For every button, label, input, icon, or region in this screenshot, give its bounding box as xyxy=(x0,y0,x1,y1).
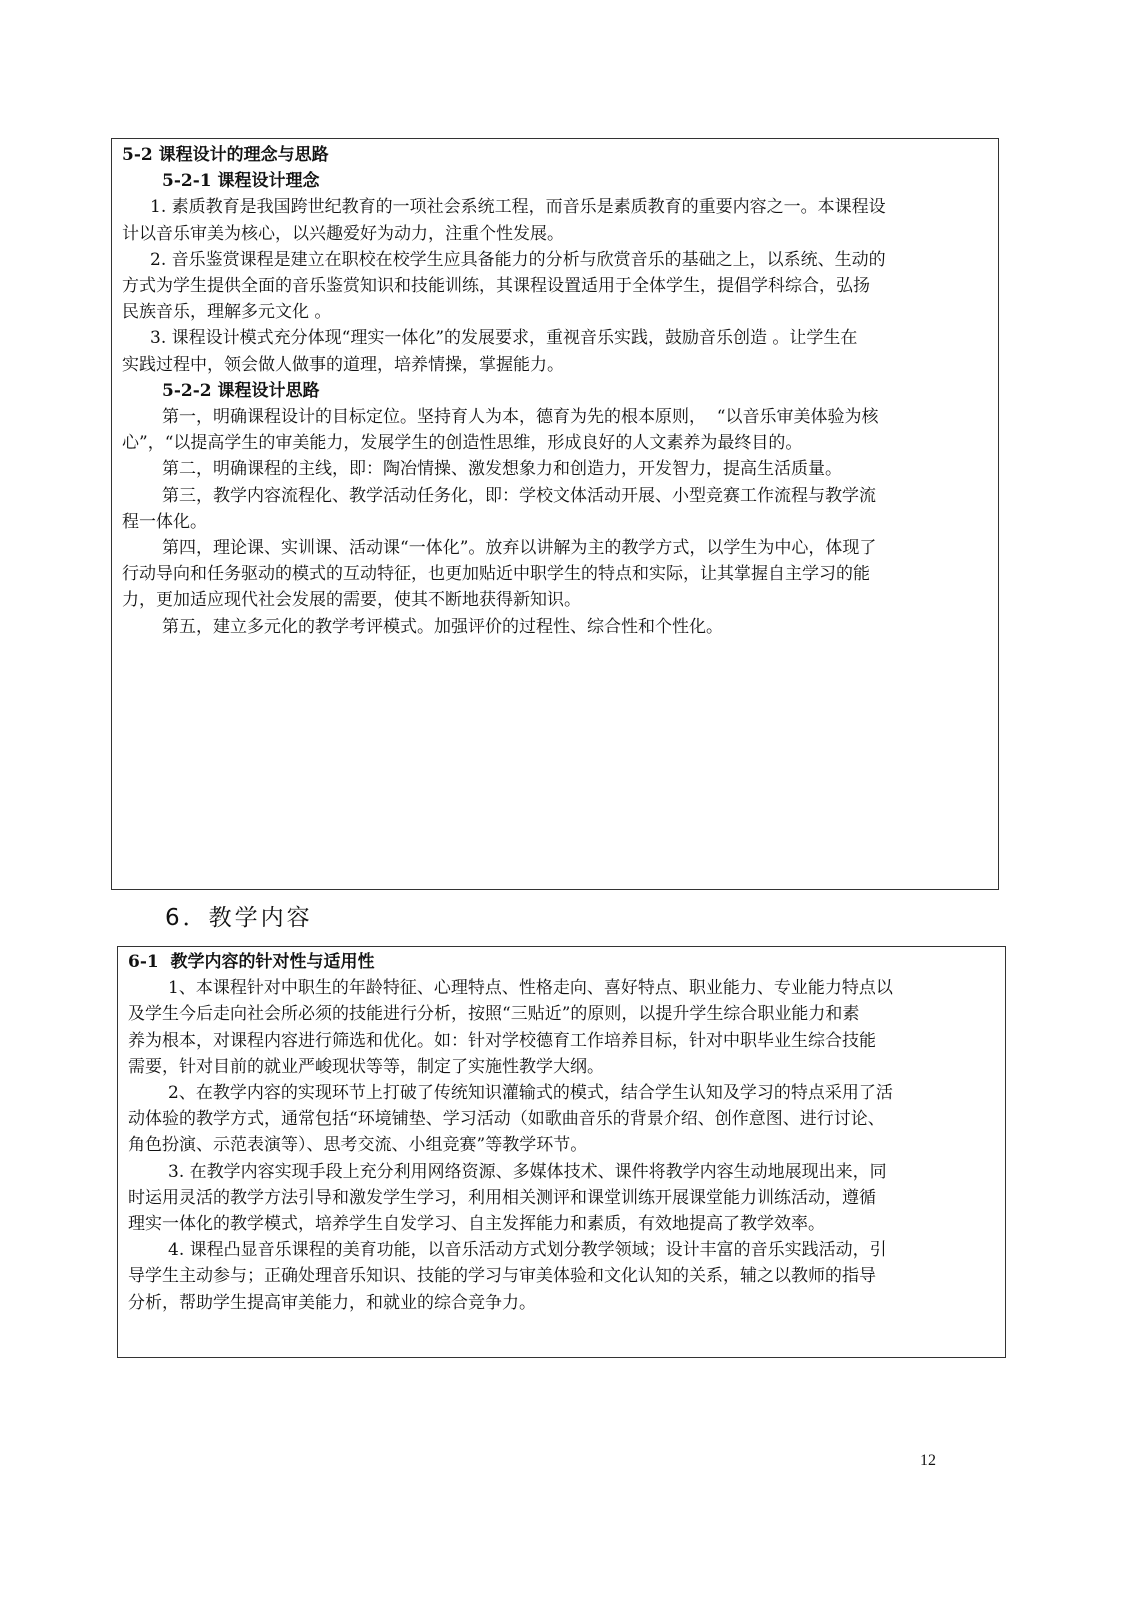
paragraph-line: 行动导向和任务驱动的模式的互动特征，也更加贴近中职学生的特点和实际，让其掌握自主学习的能 xyxy=(122,564,870,585)
paragraph-line: 1、本课程针对中职生的年龄特征、心理特点、性格走向、喜好特点、职业能力、专业能力特点以 xyxy=(168,978,893,999)
paragraph-line: 3. 课程设计模式充分体现“理实一体化”的发展要求，重视音乐实践，鼓励音乐创造 。让学生在 xyxy=(150,328,858,349)
paragraph-line: 第三，教学内容流程化、教学活动任务化，即：学校文体活动开展、小型竞赛工作流程与教学流 xyxy=(162,485,876,506)
paragraph-line: 3. 在教学内容实现手段上充分利用网络资源、多媒体技术、课件将教学内容生动地展现出来，同 xyxy=(168,1161,887,1182)
paragraph-line: 第一，明确课程设计的目标定位。坚持育人为本，德育为先的根本原则， “以音乐审美体验为核 xyxy=(162,407,879,428)
paragraph-line: 方式为学生提供全面的音乐鉴赏知识和技能训练，其课程设置适用于全体学生，提倡学科综合，弘扬 xyxy=(122,276,870,297)
subsection-title: 5-2-2 课程设计思路 xyxy=(162,380,320,401)
paragraph-line: 理实一体化的教学模式，培养学生自发学习、自主发挥能力和素质，有效地提高了教学效率。 xyxy=(128,1214,825,1235)
section-heading: 6．教学内容 xyxy=(165,905,313,931)
paragraph-line: 角色扮演、示范表演等）、思考交流、小组竞赛”等教学环节。 xyxy=(128,1135,588,1156)
paragraph-line: 程一体化。 xyxy=(122,511,207,532)
page-number: 12 xyxy=(920,1452,936,1469)
paragraph-line: 2、在教学内容的实现环节上打破了传统知识灌输式的模式，结合学生认知及学习的特点采用了活 xyxy=(168,1083,893,1104)
paragraph-line: 时运用灵活的教学方法引导和激发学生学习，利用相关测评和课堂训练开展课堂能力训练活动，遵循 xyxy=(128,1187,876,1208)
paragraph-line: 实践过程中，领会做人做事的道理，培养情操，掌握能力。 xyxy=(122,354,564,375)
paragraph-line: 第五，建立多元化的教学考评模式。加强评价的过程性、综合性和个性化。 xyxy=(162,616,723,637)
paragraph-line: 2. 音乐鉴赏课程是建立在职校在校学生应具备能力的分析与欣赏音乐的基础之上，以系统、生动的 xyxy=(150,249,886,270)
paragraph-line: 动体验的教学方式，通常包括“环境铺垫、学习活动（如歌曲音乐的背景介绍、创作意图、进行讨论、 xyxy=(128,1109,885,1130)
subsection-title: 5-2-1 课程设计理念 xyxy=(162,171,320,192)
paragraph-line: 第四，理论课、实训课、活动课“一体化”。放弃以讲解为主的教学方式，以学生为中心，体现了 xyxy=(162,538,877,559)
paragraph-line: 分析，帮助学生提高审美能力，和就业的综合竞争力。 xyxy=(128,1292,536,1313)
section-title: 5-2 课程设计的理念与思路 xyxy=(122,145,329,165)
section-title: 6-1 教学内容的针对性与适用性 xyxy=(128,952,375,972)
paragraph-line: 及学生今后走向社会所必须的技能进行分析，按照“三贴近”的原则，以提升学生综合职业能力和素 xyxy=(128,1004,860,1025)
paragraph-line: 计以音乐审美为核心，以兴趣爱好为动力，注重个性发展。 xyxy=(122,223,564,244)
paragraph-line: 需要，针对目前的就业严峻现状等等，制定了实施性教学大纲。 xyxy=(128,1056,604,1077)
paragraph-line: 力，更加适应现代社会发展的需要，使其不断地获得新知识。 xyxy=(122,590,581,611)
paragraph-line: 导学生主动参与；正确处理音乐知识、技能的学习与审美体验和文化认知的关系，辅之以教师的指导 xyxy=(128,1266,876,1287)
paragraph-line: 养为根本，对课程内容进行筛选和优化。如：针对学校德育工作培养目标，针对中职毕业生综合技能 xyxy=(128,1030,876,1051)
paragraph-line: 4. 课程凸显音乐课程的美育功能，以音乐活动方式划分教学领域；设计丰富的音乐实践活动，引 xyxy=(168,1240,887,1261)
section-6-1-box xyxy=(117,946,1006,1358)
paragraph-line: 1. 素质教育是我国跨世纪教育的一项社会系统工程，而音乐是素质教育的重要内容之一。本课程设 xyxy=(150,197,886,218)
section-5-2-box xyxy=(111,138,999,890)
paragraph-line: 民族音乐，理解多元文化 。 xyxy=(122,302,332,323)
paragraph-line: 心”，“以提高学生的审美能力，发展学生的创造性思维，形成良好的人文素养为最终目的。 xyxy=(122,433,803,454)
paragraph-line: 第二，明确课程的主线，即：陶冶情操、激发想象力和创造力，开发智力，提高生活质量。 xyxy=(162,459,842,480)
